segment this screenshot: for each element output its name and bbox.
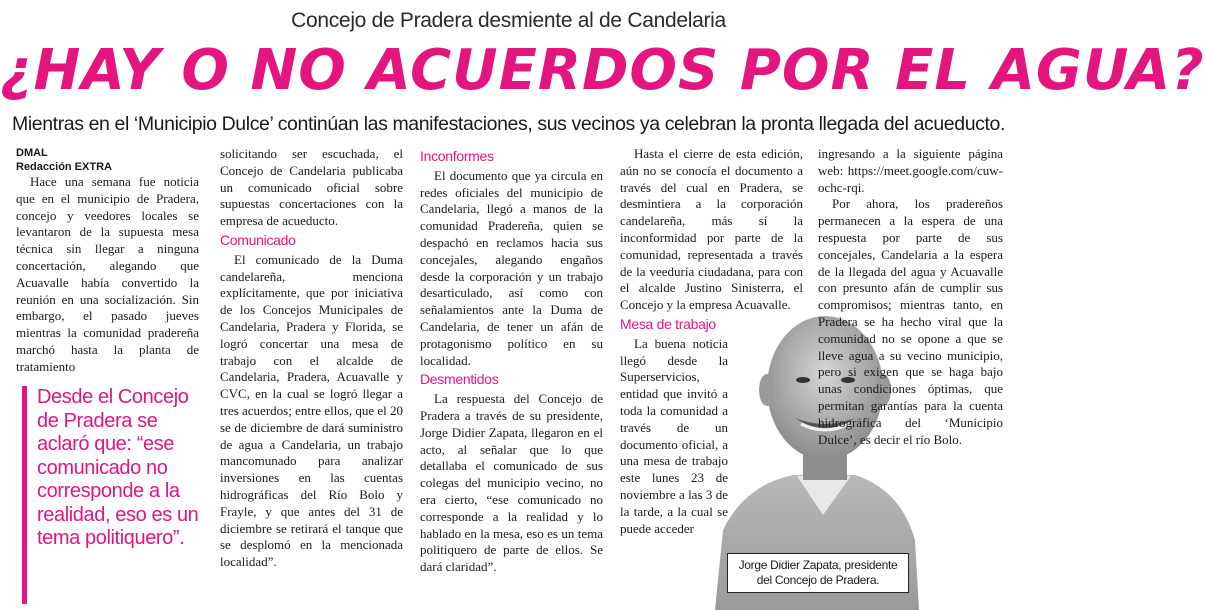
article-kicker: Concejo de Pradera desmiente al de Candelaria (291, 9, 726, 32)
column-1 (16, 146, 199, 376)
column-5 (818, 146, 1003, 448)
article-subhead: Mientras en el ‘Municipio Dulce’ continúan las manifestaciones, sus vecinos ya celebran la pronta llegada del acueducto. (12, 113, 1005, 135)
heading-comunicado: Comunicado (220, 231, 296, 248)
heading-inconformes: Inconformes (420, 148, 494, 164)
article-headline: ¿HAY O NO ACUERDOS POR EL AGUA? (0, 38, 1205, 103)
photo-caption: Jorge Didier Zapata, presidente del Concejo de Pradera. (727, 553, 909, 593)
column-2 (220, 146, 403, 571)
col5-body-2: Por ahora, los pradereños permanecen a la espera de una respuesta por parte de sus concejales, Candelaria a la espera de la llegada del agua y Acuavalle con presunto afán de cumplir sus compromisos; mientras tanto, en Pradera se ha hecho viral que la comunidad no se opone a que se lleve agua a su vecino municipio, pero si exigen que se haga bajo unas condiciones óptimas, que permitan garantías para la cuenta hidrográfica del ‘Municipio Dulce’, es decir el río Bolo. (818, 196, 1003, 447)
col2-intro: solicitando ser escuchada, el Concejo de Candelaria publicaba un comunicado oficial sobre supuestas concertaciones con la empresa de acueducto. (220, 146, 403, 229)
col4-body-2: La buena noticia llegó desde la Superservicios, entidad que invitó a toda la comunidad a través de un documento oficial, a una mesa de trabajo este lunes 23 de noviembre a las 3 de la tarde, a la cual se puede acceder (620, 335, 728, 536)
byline-desk: Redacción EXTRA (16, 161, 112, 173)
col3-body-1: El documento que ya circula en redes oficiales del municipio de Candelaria, llegó a manos de la comunidad Pradereña, quien se despachó en reclamos hacia sus concejales, alegando engaños desde la corporación y un trabajo desarticulado, así como con señalamientos ante la Duma de Candelaria, de tener un afán de protagonismo político en su localidad. (420, 167, 603, 368)
column-3 (420, 146, 603, 576)
byline-author: DMAL (16, 147, 48, 159)
col4-body-1: Hasta el cierre de esta edición, aún no se conocía el documento a través del cual en Pradera, se desmintiera a la corporación candelareña, más sí la inconformidad por parte de la comunidad, representada a través de la veeduría ciudadana, para con el alcalde Justino Sinisterra, el Concejo y la empresa Acuavalle. (620, 146, 803, 313)
col3-body-2: La respuesta del Concejo de Pradera a través de su presidente, Jorge Didier Zapata, llegaron en el acto, al señalar que lo que detallaba el comunicado de sus colegas del municipio vecino, no era cierto, “ese comunicado no corresponde a la realidad y lo hablado en la mesa, eso es un tema politiquero de parte de ellos. Se dará claridad”. (420, 391, 603, 575)
col2-body: El comunicado de la Duma candelareña, menciona explícitamente, que por iniciativa de los Concejos Municipales de Candelaria, Pradera y Florida, se logró concertar una mesa de trabajo con el alcalde de Candelaria, Pradera, Acuavalle y CVC, en la cual se logró llegar a tres acuerdos; entre ellos, que el 20 se de diciembre de dará suministro de agua a Candelaria, un trabajo mancomunado para analizar inversiones en las cuentas hidrográficas del Río Bolo y Frayle, y que antes del 31 de diciembre se retirará el tanque que se desplomó en la mencionada localidad”. (220, 251, 404, 570)
col5-body-1: ingresando a la siguiente página web: https://meet.google.com/cuw-ochc-rqi. (818, 146, 1003, 195)
heading-mesa-de-trabajo: Mesa de trabajo (620, 315, 716, 332)
col1-paragraph: Hace una semana fue noticia que en el municipio de Pradera, concejo y veedores locales se levantaron de la supuesta mesa técnica sin llegar a ninguna concertación, alegando que Acuavalle había convertido la reunión en una socialización. Sin embargo, el pasado jueves mientras la comunidad pradereña marchó hasta la planta de tratamiento (16, 174, 199, 374)
pull-quote: Desde el Concejo de Pradera se aclaró que: “ese comunicado no corresponde a la realidad, eso es un tema politiquero”. (22, 386, 213, 604)
heading-desmentidos: Desmentidos (420, 371, 499, 388)
